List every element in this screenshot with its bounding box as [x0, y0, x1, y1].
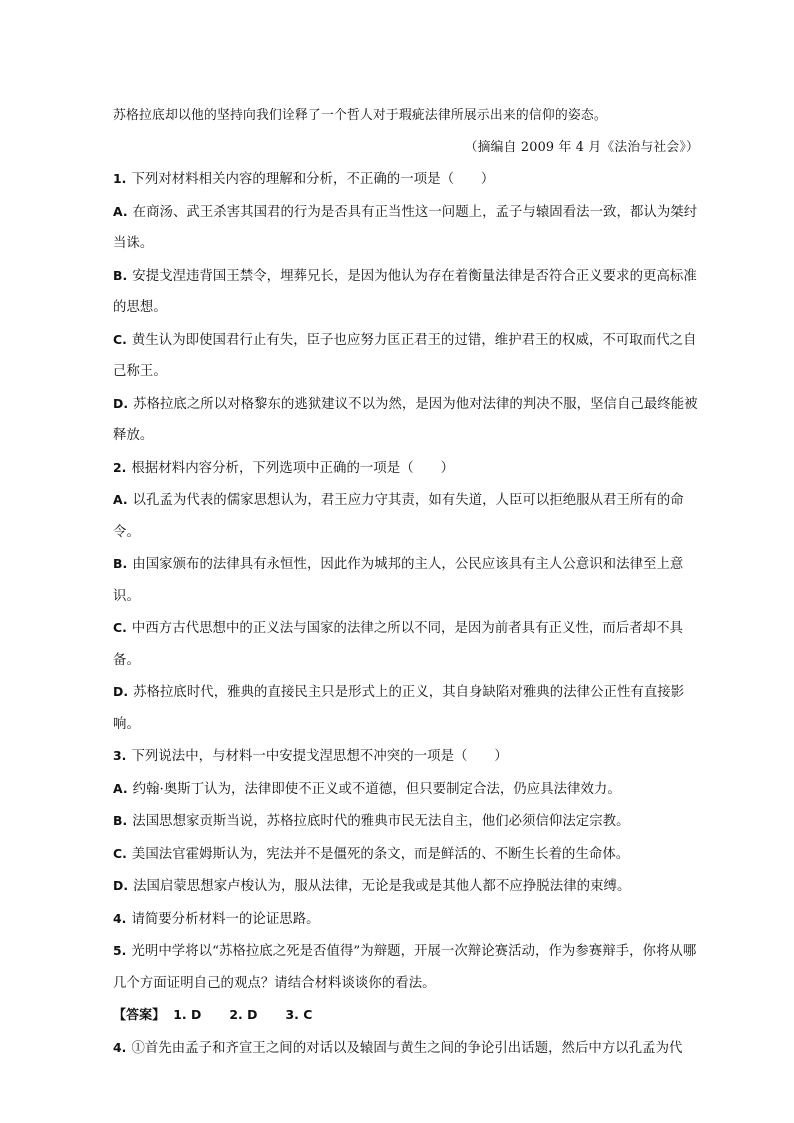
q2-option-d [113, 676, 703, 740]
question-stem: 根据材料内容分析，下列选项中正确的一项是（ ） [131, 460, 455, 476]
option-label: D. [113, 878, 129, 893]
option-label: A. [113, 780, 128, 796]
q3-option-a [113, 773, 703, 806]
answer-number: 4. [113, 1039, 127, 1055]
question-5 [113, 935, 703, 999]
question-number: 3. [113, 748, 127, 763]
option-label: B. [113, 267, 128, 283]
question-number: 2. [113, 459, 127, 475]
source-citation: （摘编自 2009 年 4 月《法治与社会》） [464, 139, 699, 155]
option-label: B. [113, 813, 128, 828]
q1-option-a [113, 196, 703, 260]
option-text: 约翰·奥斯丁认为，法律即使不正义或不道德，但只要制定合法，仍应具法律效力。 [132, 781, 621, 797]
answer-label: 【答案】 [113, 1008, 166, 1023]
option-text: 苏格拉底时代，雅典的直接民主只是形式上的正义，其自身缺陷对雅典的法律公正性有直接影响。 [113, 685, 685, 732]
page-content [113, 100, 703, 1064]
option-text: 安提戈涅违背国王禁令，埋葬兄长，是因为他认为存在着衡量法律是否符合正义要求的更高标准的思想。 [113, 268, 697, 315]
q1-option-c [113, 324, 703, 388]
option-text: 以孔孟为代表的儒家思想认为，君王应力守其责，如有失道，人臣可以拒绝服从君王所有的命令。 [113, 493, 684, 540]
q3-option-c [113, 838, 703, 871]
option-text: 黄生认为即使国君行止有失，臣子也应努力匡正君王的过错，维护君王的权威，不可取而代之自己称王。 [113, 332, 697, 379]
option-text: 苏格拉底之所以对格黎东的逃狱建议不以为然，是因为他对法律的判决不服，坚信自己最终能被释放。 [113, 396, 698, 443]
q3-option-b [113, 805, 703, 838]
q3-option-d [113, 870, 703, 903]
q2-option-a [113, 484, 703, 548]
answer-item-3: 3. C [285, 1007, 313, 1022]
option-text: 中西方古代思想中的正义法与国家的法律之所以不同，是因为前者具有正义性，而后者却不具备。 [113, 621, 683, 668]
question-1 [113, 163, 703, 196]
question-number: 5. [113, 943, 127, 958]
answer-item-1: 1. D [173, 1007, 202, 1022]
passage-end: 苏格拉底却以他的坚持向我们诠释了一个哲人对于瑕疵法律所展示出来的信仰的姿态。 [113, 108, 607, 123]
answer-text: ①首先由孟子和齐宣王之间的对话以及辕固与黄生之间的争论引出话题，然后中方以孔孟为代 [131, 1040, 683, 1056]
option-label: D. [113, 684, 129, 699]
option-text: 法国启蒙思想家卢梭认为，服从法律，无论是我或是其他人都不应挣脱法律的束缚。 [133, 879, 631, 894]
answer-line [113, 999, 703, 1032]
question-stem: 下列对材料相关内容的理解和分析，不正确的一项是（ ） [131, 172, 495, 187]
option-label: A. [113, 492, 128, 507]
option-text: 法国思想家贡斯当说，苏格拉底时代的雅典市民无法自主，他们必须信仰法定宗教。 [132, 814, 630, 829]
q2-option-b [113, 548, 703, 612]
q1-option-b [113, 260, 703, 324]
question-number: 1. [113, 171, 127, 186]
question-stem: 请简要分析材料一的论证思路。 [131, 911, 320, 927]
question-2 [113, 452, 703, 485]
answer-item-2: 2. D [229, 1007, 258, 1022]
question-4 [113, 903, 703, 936]
option-text: 在商汤、武王杀害其国君的行为是否具有正当性这一问题上，孟子与辕固看法一致，都认为桀纣当诛。 [113, 204, 698, 251]
option-label: A. [113, 203, 128, 219]
option-label: D. [113, 395, 129, 411]
question-3 [113, 740, 703, 773]
option-label: B. [113, 556, 128, 571]
q2-option-c [113, 612, 703, 676]
q1-option-d [113, 388, 703, 452]
option-label: C. [113, 845, 127, 861]
option-text: 由国家颁布的法律具有永恒性，因此作为城邦的主人，公民应该具有主人公意识和法律至上意识。 [113, 557, 684, 604]
question-stem: 下列说法中，与材料一中安提戈涅思想不冲突的一项是（ ） [131, 749, 508, 764]
option-label: C. [113, 331, 127, 347]
question-number: 4. [113, 910, 127, 926]
answer-4 [113, 1032, 703, 1065]
option-text: 美国法官霍姆斯认为，宪法并不是僵死的条文，而是鲜活的、不断生长着的生命体。 [131, 846, 630, 862]
question-stem: 光明中学将以“苏格拉底之死是否值得”为辩题，开展一次辩论赛活动，作为参赛辩手，你将从哪几个方面证明自己的观点？请结合材料谈谈你的看法。 [113, 944, 697, 991]
option-label: C. [113, 620, 127, 635]
